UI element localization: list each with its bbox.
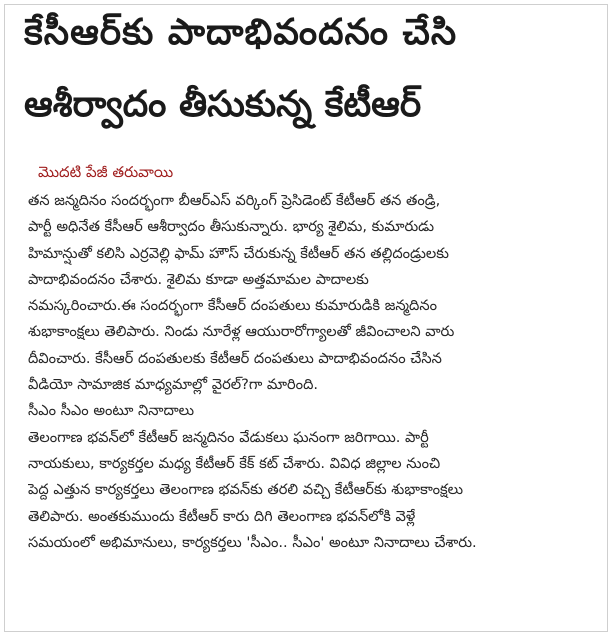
body-line: శుభాకాంక్షలు తెలిపారు. నిండు నూరేళ్ల ఆయురారోగ్యాలతో జీవించాలని వారు (28, 323, 455, 341)
continuation-kicker: మొదటి పేజీ తరువాయి (38, 163, 174, 181)
body-line: పార్టీ అధినేత కేసీఆర్ ఆశీర్వాదం తీసుకున్నారు. భార్య శైలిమ, కుమారుడు (28, 218, 434, 236)
body-line: నాయకులు, కార్యకర్తల మధ్య కేటీఆర్ కేక్ కట్ చేశారు. వివిధ జిల్లాల నుంచి (28, 454, 441, 472)
article-body (28, 188, 588, 556)
body-line: నమస్కరించారు.ఈ సందర్భంగా కేసీఆర్ దంపతులు కుమారుడికి జన్మదినం (28, 297, 437, 315)
body-line: సమయంలో అభిమానులు, కార్యకర్తలు 'సీఎం.. సీఎం' అంటూ నినాదాలు చేశారు. (28, 533, 477, 551)
body-line: తెలంగాణ భవన్‌లో కేటీఆర్ జన్మదినం వేడుకలు ఘనంగా జరిగాయి. పార్టీ (28, 428, 429, 446)
body-line: పెద్ద ఎత్తున కార్యకర్తలు తెలంగాణ భవన్‌కు తరలి వచ్చి కేటీఆర్‌కు శుభాకాంక్షలు (28, 481, 463, 499)
headline-line-1: కేసీఆర్‌కు పాదాభివందనం చేసి (24, 12, 458, 53)
headline-line-2: ఆశీర్వాదం తీసుకున్న కేటీఆర్ (24, 84, 422, 125)
body-line: వీడియో సామాజిక మాధ్యమాల్లో వైరల్?గా మారింది. (28, 376, 319, 394)
body-line: పాదాభివందనం చేశారు. శైలిమ కూడా అత్తమామల పాదాలకు (28, 270, 369, 288)
body-line: దీవించారు. కేసీఆర్ దంపతులకు కేటీఆర్ దంపతులు పాదాభివందనం చేసిన (28, 349, 442, 367)
body-line: తన జన్మదినం సందర్భంగా బీఆర్ఎస్ వర్కింగ్ ప్రెసిడెంట్ కేటీఆర్ తన తండ్రి, (28, 192, 441, 209)
body-line: హిమాన్షుతో కలిసి ఎర్రవెల్లి ఫామ్ హౌస్ చేరుకున్న కేటీఆర్ తన తల్లిదండ్రులకు (28, 244, 449, 262)
subhead: సీఎం సీఎం అంటూ నినాదాలు (28, 402, 195, 420)
body-line: తెలిపారు. అంతకుముందు కేటీఆర్ కారు దిగి తెలంగాణ భవన్‌లోకి వెళ్లే (28, 507, 416, 525)
